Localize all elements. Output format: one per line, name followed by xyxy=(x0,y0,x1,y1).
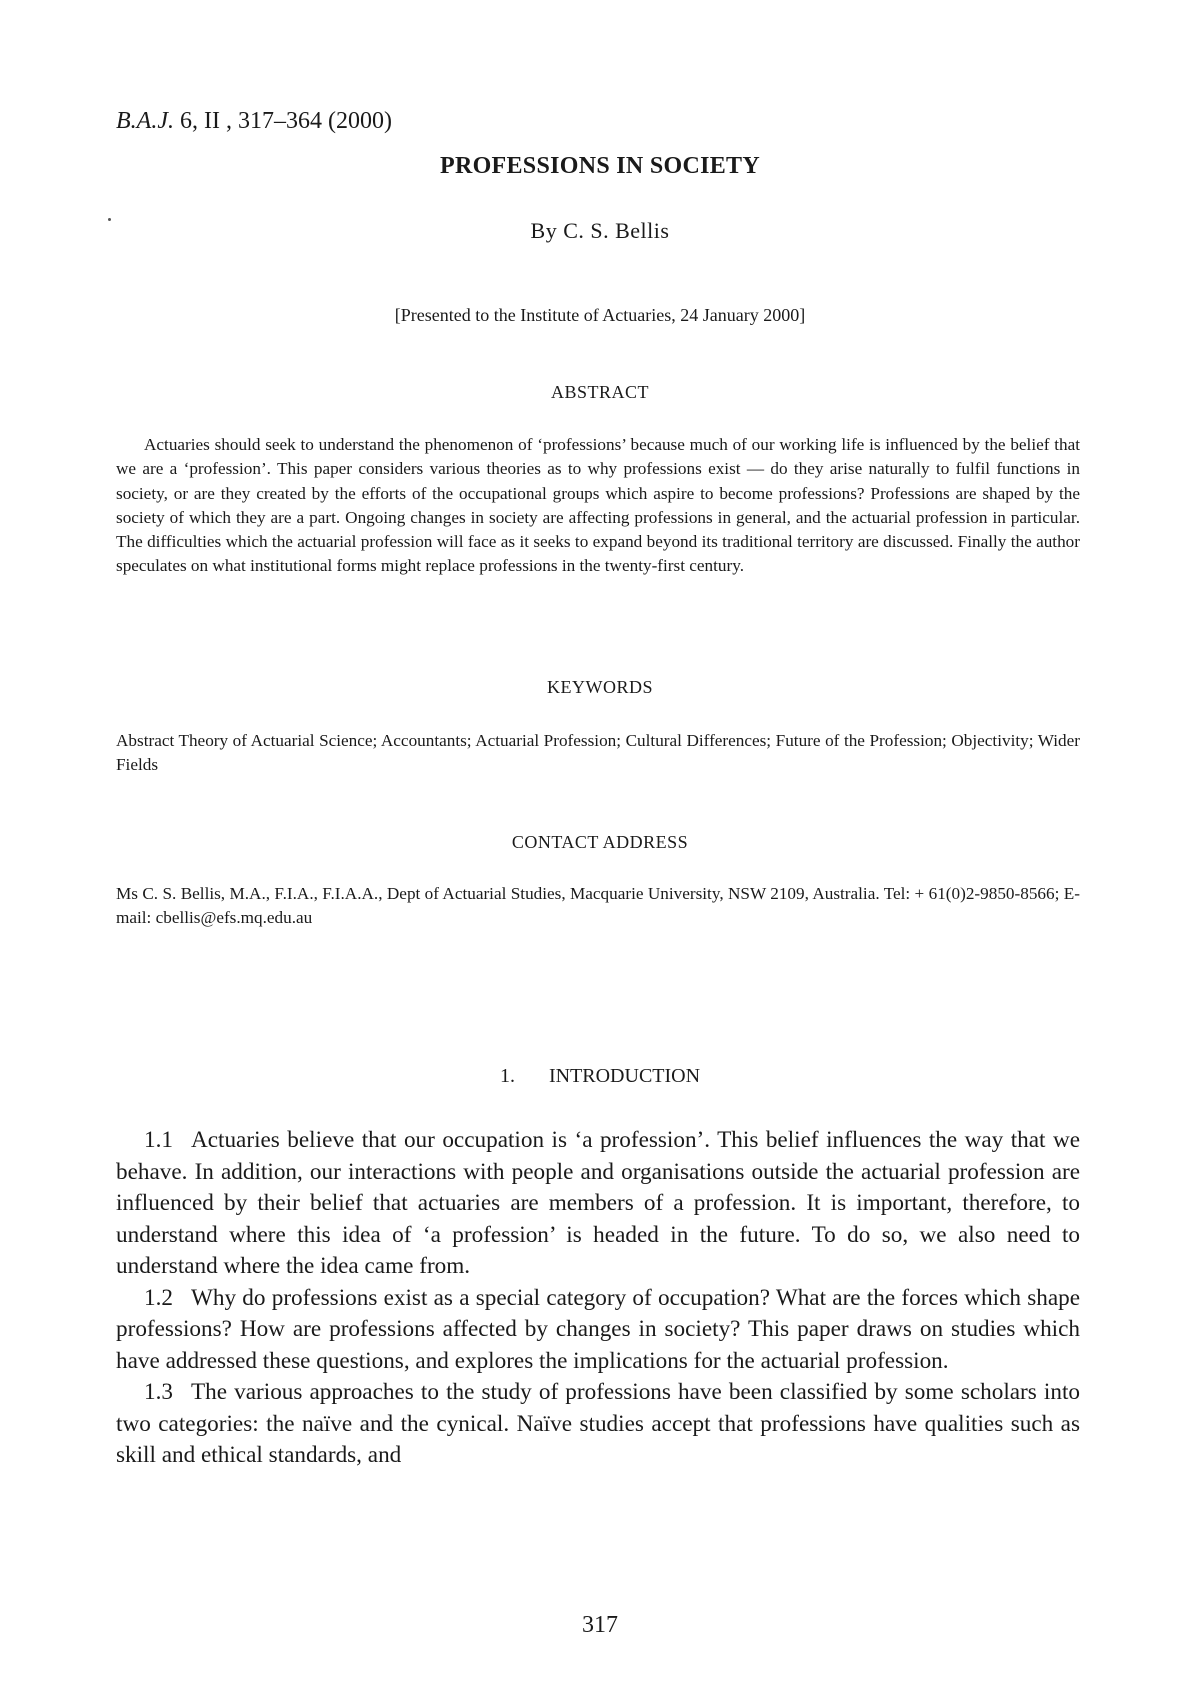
keywords-heading: KEYWORDS xyxy=(547,677,653,697)
contact-text: Ms C. S. Bellis, M.A., F.I.A., F.I.A.A., Dept of Actuarial Studies, Macquarie University, NSW 2109, Australia. Tel: + 61(0)2-9850-8566; E-mail: cbellis@efs.mq.edu.au xyxy=(116,884,1080,928)
contact-heading: CONTACT ADDRESS xyxy=(511,832,689,852)
paragraph-text: Actuaries believe that our occupation is ‘a profession’. This belief influences the way that we behave. In addition, our interactions with people and organisations outside the actuarial profession are influenced by their belief that actuaries are members of a profession. It is important, therefore, to understand where this idea of ‘a profession’ is headed in the future. To do so, we also need to understand where the idea came from. xyxy=(116,1127,1080,1279)
paper-author: By C. S. Bellis xyxy=(530,218,670,243)
page-number: 317 xyxy=(582,1612,618,1638)
paragraph xyxy=(116,1283,1080,1378)
body-text xyxy=(116,1125,1080,1472)
journal-volume-pages: 6, II , 317–364 (2000) xyxy=(173,108,392,134)
paragraph-number: 1.2 xyxy=(144,1284,173,1311)
abstract-text: Actuaries should seek to understand the phenomenon of ‘professions’ because much of our working life is influenced by the belief that we are a ‘profession’. This paper considers various theories as to why professions exist — do they arise naturally to fulfil functions in society, or are they created by the efforts of the occupational groups which aspire to become professions? Professions are shaped by the society of which they are a part. Ongoing changes in society are affecting professions in general, and the actuarial profession in particular. The difficulties which the actuarial profession will face as it seeks to expand beyond its traditional territory are discussed. Finally the author speculates on what institutional forms might replace professions in the twenty-first century. xyxy=(116,435,1080,576)
section-number: 1. xyxy=(499,1065,515,1087)
presented-note: [Presented to the Institute of Actuaries, 24 January 2000] xyxy=(394,305,806,325)
paragraph xyxy=(116,1125,1080,1283)
paragraph xyxy=(116,1377,1080,1472)
paragraph-text: Why do professions exist as a special category of occupation? What are the forces which shape professions? How are professions affected by changes in society? This paper draws on studies which have addressed these questions, and explores the implications for the actuarial profession. xyxy=(116,1284,1080,1374)
section-title: INTRODUCTION xyxy=(548,1065,701,1087)
keywords-text: Abstract Theory of Actuarial Science; Accountants; Actuarial Profession; Cultural Differences; Future of the Profession; Objectivity; Wider Fields xyxy=(116,731,1080,775)
paragraph-text: The various approaches to the study of professions have been classified by some scholars into two categories: the naïve and the cynical. Naïve studies accept that professions have qualities such as skill and ethical standards, and xyxy=(116,1379,1080,1468)
paper-title: PROFESSIONS IN SOCIETY xyxy=(439,153,761,179)
paragraph-number: 1.3 xyxy=(144,1379,173,1405)
paragraph-number: 1.1 xyxy=(144,1127,173,1153)
abstract-heading: ABSTRACT xyxy=(550,382,650,402)
section-heading xyxy=(0,1065,1200,1088)
journal-name: B.A.J. xyxy=(116,108,174,134)
journal-citation xyxy=(116,108,392,135)
